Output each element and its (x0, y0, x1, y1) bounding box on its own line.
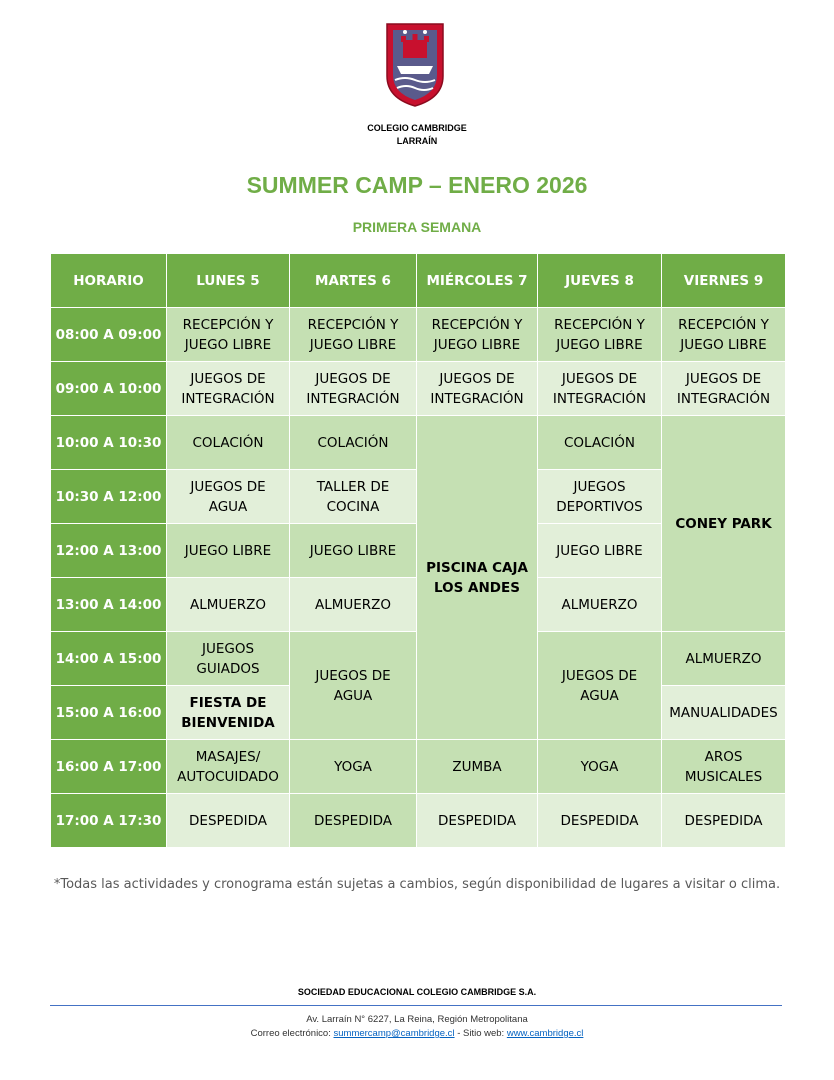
time-cell: 15:00 A 16:00 (51, 686, 167, 740)
activity-cell: JUEGO LIBRE (167, 524, 290, 578)
column-header: LUNES 5 (167, 254, 290, 308)
table-row (51, 416, 786, 470)
activity-cell: COLACIÓN (167, 416, 290, 470)
activity-cell-coney-park: CONEY PARK (662, 416, 786, 632)
table-row (51, 740, 786, 794)
time-cell: 10:30 A 12:00 (51, 470, 167, 524)
activity-cell-piscina: PISCINA CAJA LOS ANDES (417, 416, 538, 740)
schedule-table (50, 253, 786, 848)
time-cell: 09:00 A 10:00 (51, 362, 167, 416)
activity-cell: ALMUERZO (662, 632, 786, 686)
page-subtitle: PRIMERA SEMANA (352, 219, 482, 235)
activity-cell: DESPEDIDA (662, 794, 786, 848)
footer-address: Av. Larraín N° 6227, La Reina, Región Metropolitana (306, 1014, 528, 1025)
time-cell: 16:00 A 17:00 (51, 740, 167, 794)
activity-cell: DESPEDIDA (538, 794, 662, 848)
website-link[interactable]: www.cambridge.cl (506, 1028, 584, 1039)
activity-cell: YOGA (290, 740, 417, 794)
activity-cell: ALMUERZO (290, 578, 417, 632)
time-cell: 14:00 A 15:00 (51, 632, 167, 686)
activity-cell: RECEPCIÓN Y JUEGO LIBRE (538, 308, 662, 362)
school-crest-logo (383, 18, 447, 108)
activity-cell: JUEGOS DE INTEGRACIÓN (662, 362, 786, 416)
table-row (51, 308, 786, 362)
disclaimer-note: *Todas las actividades y cronograma están sujetas a cambios, según disponibilidad de lugares a visitar o clima. (53, 877, 781, 892)
time-cell: 12:00 A 13:00 (51, 524, 167, 578)
activity-cell: TALLER DE COCINA (290, 470, 417, 524)
column-header: HORARIO (51, 254, 167, 308)
company-name: SOCIEDAD EDUCACIONAL COLEGIO CAMBRIDGE S.A. (297, 987, 537, 997)
time-cell: 13:00 A 14:00 (51, 578, 167, 632)
time-cell: 08:00 A 09:00 (51, 308, 167, 362)
column-header: VIERNES 9 (662, 254, 786, 308)
activity-cell: JUEGOS DE INTEGRACIÓN (417, 362, 538, 416)
page-title: SUMMER CAMP – ENERO 2026 (246, 172, 588, 198)
activity-cell: DESPEDIDA (167, 794, 290, 848)
activity-cell-fiesta: FIESTA DE BIENVENIDA (167, 686, 290, 740)
column-header: MIÉRCOLES 7 (417, 254, 538, 308)
activity-cell: YOGA (538, 740, 662, 794)
activity-cell: AROS MUSICALES (662, 740, 786, 794)
activity-cell: JUEGOS DEPORTIVOS (538, 470, 662, 524)
table-row (51, 362, 786, 416)
footer-contact (0, 1028, 834, 1039)
activity-cell: MANUALIDADES (662, 686, 786, 740)
activity-cell: ZUMBA (417, 740, 538, 794)
activity-cell: JUEGOS DE AGUA (167, 470, 290, 524)
activity-cell: DESPEDIDA (290, 794, 417, 848)
activity-cell: RECEPCIÓN Y JUEGO LIBRE (290, 308, 417, 362)
activity-cell: JUEGOS GUIADOS (167, 632, 290, 686)
table-header-row (51, 254, 786, 308)
activity-cell: JUEGOS DE INTEGRACIÓN (538, 362, 662, 416)
activity-cell: JUEGO LIBRE (538, 524, 662, 578)
school-name-line2: LARRAÍN (396, 136, 438, 146)
web-label: - Sitio web: (457, 1028, 505, 1039)
activity-cell: JUEGOS DE AGUA (538, 632, 662, 740)
column-header: JUEVES 8 (538, 254, 662, 308)
activity-cell: JUEGOS DE INTEGRACIÓN (290, 362, 417, 416)
activity-cell: JUEGO LIBRE (290, 524, 417, 578)
activity-cell: COLACIÓN (290, 416, 417, 470)
email-label: Correo electrónico: (250, 1028, 331, 1039)
time-cell: 10:00 A 10:30 (51, 416, 167, 470)
activity-cell: RECEPCIÓN Y JUEGO LIBRE (417, 308, 538, 362)
column-header: MARTES 6 (290, 254, 417, 308)
activity-cell: MASAJES/ AUTOCUIDADO (167, 740, 290, 794)
footer-divider (50, 1005, 782, 1006)
table-row (51, 794, 786, 848)
activity-cell: ALMUERZO (538, 578, 662, 632)
activity-cell: DESPEDIDA (417, 794, 538, 848)
time-cell: 17:00 A 17:30 (51, 794, 167, 848)
activity-cell: JUEGOS DE AGUA (290, 632, 417, 740)
activity-cell: RECEPCIÓN Y JUEGO LIBRE (167, 308, 290, 362)
activity-cell: ALMUERZO (167, 578, 290, 632)
email-link[interactable]: summercamp@cambridge.cl (333, 1028, 455, 1039)
activity-cell: COLACIÓN (538, 416, 662, 470)
school-name: COLEGIO CAMBRIDGE (367, 123, 467, 133)
activity-cell: RECEPCIÓN Y JUEGO LIBRE (662, 308, 786, 362)
activity-cell: JUEGOS DE INTEGRACIÓN (167, 362, 290, 416)
